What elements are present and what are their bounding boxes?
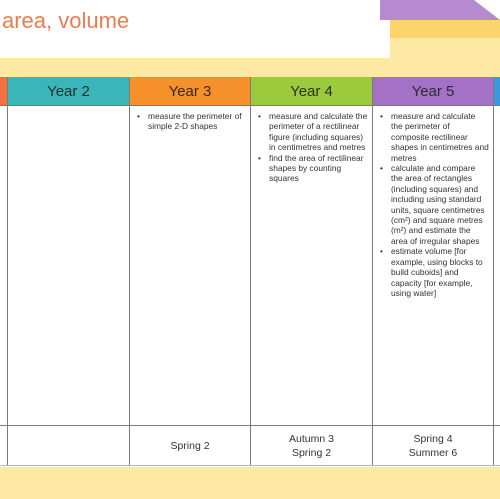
header-year-6 [494, 77, 500, 105]
term-label: Summer 6 [408, 446, 458, 459]
cell-year-6 [494, 105, 500, 425]
list-item: • calculate and compare the area of rectangles (including squares) and including using standard units, square centimetres (cm²) and square metres (m²) and estimate the area of irregular shapes [391, 163, 489, 246]
cell-year-1 [0, 105, 8, 425]
list-item: • estimate volume [for example, using blocks to build cuboids] and capacity [for example, using water] [391, 246, 489, 298]
term-label: Spring 2 [170, 439, 210, 452]
corner-decoration-white [474, 0, 500, 20]
header-year-3-label: Year 3 [168, 82, 212, 100]
list-item: • measure and calculate the perimeter of a rectilinear figure (including squares) in centimetres and metres [269, 111, 368, 153]
header-year-3 [130, 77, 251, 105]
list-item: • measure and calculate the perimeter of composite rectilinear shapes in centimetres and metres [391, 111, 489, 163]
term-label: Spring 4 [413, 432, 453, 445]
term-year-3 [130, 425, 251, 465]
header-year-4 [251, 77, 373, 105]
objectives-year-3 [130, 111, 250, 132]
cell-year-2 [8, 105, 130, 425]
header-year-5-label: Year 5 [411, 82, 455, 100]
term-year-2 [8, 425, 130, 465]
header-year-4-label: Year 4 [290, 82, 333, 100]
term-year-1 [0, 425, 8, 465]
term-label: Spring 2 [291, 446, 332, 459]
cell-year-5 [373, 105, 494, 425]
term-year-4 [251, 425, 373, 465]
title-box [0, 0, 390, 58]
term-label: Autumn 3 [289, 432, 334, 445]
cell-year-4 [251, 105, 373, 425]
objectives-year-4 [251, 111, 372, 184]
header-year-2 [8, 77, 130, 105]
objectives-year-5 [373, 111, 493, 298]
term-year-5 [373, 425, 494, 465]
header-year-5 [373, 77, 494, 105]
list-item: • measure the perimeter of simple 2-D shapes [148, 111, 246, 132]
cell-year-3 [130, 105, 251, 425]
table-bottom-border [0, 465, 500, 466]
page-title: area, volume [2, 8, 130, 33]
header-year-1 [0, 77, 8, 105]
corner-decoration-band [390, 20, 500, 38]
term-year-6 [494, 425, 500, 465]
header-year-2-label: Year 2 [47, 82, 90, 100]
list-item: • find the area of rectilinear shapes by counting squares [269, 153, 368, 184]
